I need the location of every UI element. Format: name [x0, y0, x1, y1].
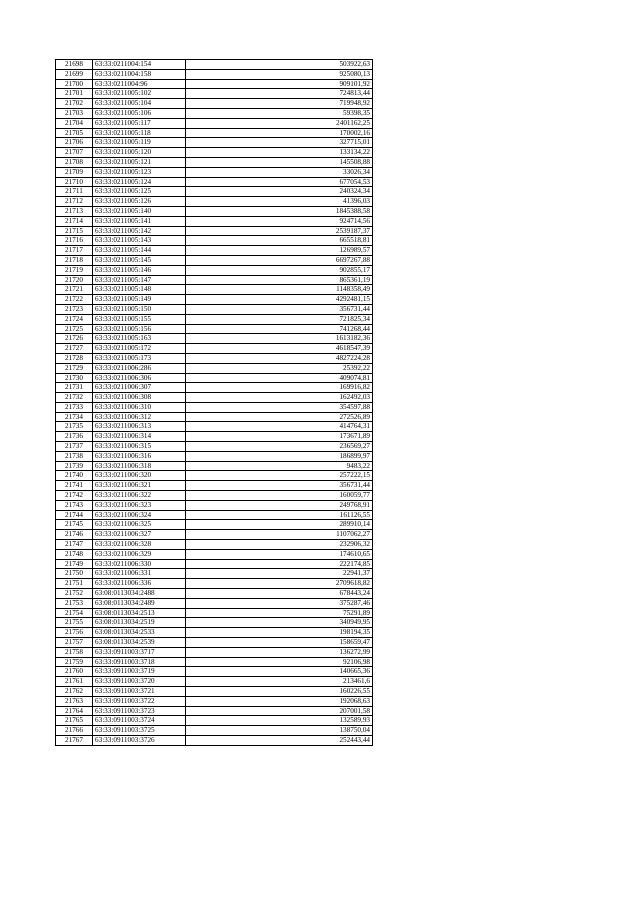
value-cell: 252443,44 [186, 735, 373, 745]
row-number-cell: 21708 [56, 157, 93, 167]
value-cell: 9483,22 [186, 461, 373, 471]
table-row [56, 89, 373, 99]
row-number-cell: 21718 [56, 255, 93, 265]
row-number-cell: 21763 [56, 696, 93, 706]
cadastral-number-cell: 63:33:0211006:331 [93, 569, 186, 579]
row-number-cell: 21735 [56, 422, 93, 432]
row-number-cell: 21716 [56, 236, 93, 246]
cadastral-number-cell: 63:33:0211006:314 [93, 432, 186, 442]
row-number-cell: 21722 [56, 295, 93, 305]
table-row [56, 726, 373, 736]
cadastral-number-cell: 63:33:0211005:146 [93, 265, 186, 275]
table-row [56, 530, 373, 540]
cadastral-number-cell: 63:33:0211005:121 [93, 157, 186, 167]
row-number-cell: 21740 [56, 471, 93, 481]
row-number-cell: 21726 [56, 334, 93, 344]
value-cell: 75291,89 [186, 608, 373, 618]
cadastral-number-cell: 63:33:0211005:172 [93, 344, 186, 354]
value-cell: 213461,6 [186, 677, 373, 687]
table-row [56, 157, 373, 167]
row-number-cell: 21732 [56, 393, 93, 403]
cadastral-number-cell: 63:33:0211005:173 [93, 353, 186, 363]
table-row [56, 69, 373, 79]
value-cell: 289910,14 [186, 520, 373, 530]
value-cell: 160059,77 [186, 491, 373, 501]
table-row [56, 324, 373, 334]
row-number-cell: 21699 [56, 69, 93, 79]
table-row [56, 265, 373, 275]
table-row [56, 363, 373, 373]
value-cell: 161126,55 [186, 510, 373, 520]
value-cell: 4618547,39 [186, 344, 373, 354]
value-cell: 327715,01 [186, 138, 373, 148]
value-cell: 678443,24 [186, 589, 373, 599]
value-cell: 59398,35 [186, 108, 373, 118]
table-row [56, 422, 373, 432]
value-cell: 198194,35 [186, 628, 373, 638]
value-cell: 222174,85 [186, 559, 373, 569]
cadastral-number-cell: 63:33:0211005:149 [93, 295, 186, 305]
table-row [56, 500, 373, 510]
cadastral-number-cell: 63:33:0911003:3724 [93, 716, 186, 726]
value-cell: 375287,46 [186, 598, 373, 608]
table-row [56, 412, 373, 422]
value-cell: 665518,81 [186, 236, 373, 246]
table-row [56, 226, 373, 236]
row-number-cell: 21755 [56, 618, 93, 628]
value-cell: 207001,58 [186, 706, 373, 716]
table-row [56, 647, 373, 657]
row-number-cell: 21705 [56, 128, 93, 138]
value-cell: 925080,13 [186, 69, 373, 79]
row-number-cell: 21764 [56, 706, 93, 716]
value-cell: 924714,56 [186, 216, 373, 226]
table-row [56, 295, 373, 305]
value-cell: 162492,03 [186, 393, 373, 403]
cadastral-number-cell: 63:33:0211005:123 [93, 167, 186, 177]
value-cell: 340949,95 [186, 618, 373, 628]
row-number-cell: 21707 [56, 148, 93, 158]
table-row [56, 598, 373, 608]
cadastral-number-cell: 63:33:0211006:322 [93, 491, 186, 501]
cadastral-number-cell: 63:33:0211005:156 [93, 324, 186, 334]
cadastral-number-cell: 63:33:0211005:104 [93, 99, 186, 109]
cadastral-number-cell: 63:33:0211005:120 [93, 148, 186, 158]
cadastral-number-cell: 63:33:0911003:3723 [93, 706, 186, 716]
cadastral-number-cell: 63:33:0211005:145 [93, 255, 186, 265]
cadastral-number-cell: 63:33:0211005:163 [93, 334, 186, 344]
cadastral-number-cell: 63:33:0211005:141 [93, 216, 186, 226]
row-number-cell: 21698 [56, 60, 93, 70]
row-number-cell: 21741 [56, 481, 93, 491]
row-number-cell: 21759 [56, 657, 93, 667]
cadastral-number-cell: 63:33:0211006:327 [93, 530, 186, 540]
cadastral-number-cell: 63:33:0911003:3726 [93, 735, 186, 745]
table-row [56, 304, 373, 314]
value-cell: 503922,63 [186, 60, 373, 70]
cadastral-number-cell: 63:33:0211004:154 [93, 60, 186, 70]
row-number-cell: 21723 [56, 304, 93, 314]
value-cell: 133134,22 [186, 148, 373, 158]
table-row [56, 491, 373, 501]
row-number-cell: 21729 [56, 363, 93, 373]
row-number-cell: 21765 [56, 716, 93, 726]
value-cell: 414764,31 [186, 422, 373, 432]
table-row [56, 687, 373, 697]
row-number-cell: 21749 [56, 559, 93, 569]
value-cell: 2709618,82 [186, 579, 373, 589]
row-number-cell: 21757 [56, 638, 93, 648]
value-cell: 1148358,49 [186, 285, 373, 295]
value-cell: 136272,99 [186, 647, 373, 657]
row-number-cell: 21706 [56, 138, 93, 148]
cadastral-number-cell: 63:33:0211005:147 [93, 275, 186, 285]
cadastral-number-cell: 63:33:0211005:117 [93, 118, 186, 128]
row-number-cell: 21724 [56, 314, 93, 324]
table-row [56, 696, 373, 706]
table-row [56, 559, 373, 569]
row-number-cell: 21714 [56, 216, 93, 226]
row-number-cell: 21704 [56, 118, 93, 128]
cadastral-number-cell: 63:33:0911003:3719 [93, 667, 186, 677]
value-cell: 232906,32 [186, 540, 373, 550]
row-number-cell: 21712 [56, 197, 93, 207]
table-row [56, 442, 373, 452]
table-row [56, 138, 373, 148]
cadastral-number-cell: 63:08:0113034:2488 [93, 589, 186, 599]
value-cell: 1845388,58 [186, 206, 373, 216]
value-cell: 140665,36 [186, 667, 373, 677]
row-number-cell: 21721 [56, 285, 93, 295]
cadastral-number-cell: 63:33:0211006:321 [93, 481, 186, 491]
table-row [56, 520, 373, 530]
row-number-cell: 21711 [56, 187, 93, 197]
row-number-cell: 21702 [56, 99, 93, 109]
table-row [56, 608, 373, 618]
row-number-cell: 21733 [56, 402, 93, 412]
row-number-cell: 21720 [56, 275, 93, 285]
cadastral-number-cell: 63:08:0113034:2519 [93, 618, 186, 628]
cadastral-number-cell: 63:33:0211006:336 [93, 579, 186, 589]
cadastral-number-cell: 63:08:0113034:2533 [93, 628, 186, 638]
row-number-cell: 21703 [56, 108, 93, 118]
cadastral-number-cell: 63:33:0211006:329 [93, 549, 186, 559]
value-cell: 240324,34 [186, 187, 373, 197]
value-cell: 4292481,15 [186, 295, 373, 305]
table-row [56, 706, 373, 716]
value-cell: 724813,44 [186, 89, 373, 99]
value-cell: 158659,47 [186, 638, 373, 648]
table-row [56, 383, 373, 393]
table-row [56, 275, 373, 285]
cadastral-number-cell: 63:33:0911003:3720 [93, 677, 186, 687]
table-row [56, 432, 373, 442]
value-cell: 249768,91 [186, 500, 373, 510]
cadastral-number-cell: 63:33:0211006:324 [93, 510, 186, 520]
value-cell: 41396,03 [186, 197, 373, 207]
table-row [56, 735, 373, 745]
value-cell: 33026,34 [186, 167, 373, 177]
table-row [56, 187, 373, 197]
table-row [56, 128, 373, 138]
value-cell: 22941,37 [186, 569, 373, 579]
row-number-cell: 21760 [56, 667, 93, 677]
cadastral-number-cell: 63:33:0211005:106 [93, 108, 186, 118]
cadastral-number-cell: 63:33:0211005:126 [93, 197, 186, 207]
value-cell: 902855,17 [186, 265, 373, 275]
cadastral-number-cell: 63:33:0211005:124 [93, 177, 186, 187]
value-cell: 6697267,88 [186, 255, 373, 265]
cadastral-number-cell: 63:33:0211006:320 [93, 471, 186, 481]
row-number-cell: 21758 [56, 647, 93, 657]
value-cell: 1107062,27 [186, 530, 373, 540]
cadastral-number-cell: 63:33:0211006:316 [93, 451, 186, 461]
row-number-cell: 21734 [56, 412, 93, 422]
row-number-cell: 21730 [56, 373, 93, 383]
value-cell: 356731,44 [186, 481, 373, 491]
row-number-cell: 21744 [56, 510, 93, 520]
table-row [56, 148, 373, 158]
cadastral-number-cell: 63:33:0211006:313 [93, 422, 186, 432]
cadastral-number-cell: 63:33:0211006:330 [93, 559, 186, 569]
value-cell: 186899,97 [186, 451, 373, 461]
value-cell: 721825,34 [186, 314, 373, 324]
value-cell: 677054,53 [186, 177, 373, 187]
row-number-cell: 21719 [56, 265, 93, 275]
row-number-cell: 21754 [56, 608, 93, 618]
row-number-cell: 21709 [56, 167, 93, 177]
row-number-cell: 21746 [56, 530, 93, 540]
value-cell: 173671,89 [186, 432, 373, 442]
value-cell: 2401162,25 [186, 118, 373, 128]
table-row [56, 451, 373, 461]
row-number-cell: 21725 [56, 324, 93, 334]
cadastral-number-cell: 63:33:0211006:310 [93, 402, 186, 412]
table-row [56, 471, 373, 481]
table-row [56, 285, 373, 295]
cadastral-number-cell: 63:33:0211004:158 [93, 69, 186, 79]
row-number-cell: 21743 [56, 500, 93, 510]
table-row [56, 108, 373, 118]
value-cell: 4827224,28 [186, 353, 373, 363]
row-number-cell: 21745 [56, 520, 93, 530]
cadastral-number-cell: 63:33:0911003:3725 [93, 726, 186, 736]
table-row [56, 549, 373, 559]
table-row [56, 579, 373, 589]
row-number-cell: 21751 [56, 579, 93, 589]
cadastral-number-cell: 63:33:0211005:102 [93, 89, 186, 99]
table-row [56, 216, 373, 226]
value-cell: 92106,98 [186, 657, 373, 667]
row-number-cell: 21756 [56, 628, 93, 638]
row-number-cell: 21715 [56, 226, 93, 236]
cadastral-number-cell: 63:33:0211005:155 [93, 314, 186, 324]
table-row [56, 177, 373, 187]
value-cell: 719948,92 [186, 99, 373, 109]
row-number-cell: 21736 [56, 432, 93, 442]
cadastral-number-cell: 63:33:0911003:3717 [93, 647, 186, 657]
value-cell: 138750,04 [186, 726, 373, 736]
cadastral-number-cell: 63:33:0211005:143 [93, 236, 186, 246]
cadastral-number-cell: 63:33:0211006:328 [93, 540, 186, 550]
table-row [56, 393, 373, 403]
cadastral-number-cell: 63:33:0211005:119 [93, 138, 186, 148]
table-row [56, 716, 373, 726]
table-row [56, 510, 373, 520]
table-row [56, 638, 373, 648]
table-row [56, 677, 373, 687]
cadastral-number-cell: 63:08:0113034:2539 [93, 638, 186, 648]
value-cell: 25392,22 [186, 363, 373, 373]
cadastral-number-cell: 63:33:0211005:148 [93, 285, 186, 295]
cadastral-number-cell: 63:33:0211004:96 [93, 79, 186, 89]
cadastral-number-cell: 63:33:0211006:318 [93, 461, 186, 471]
row-number-cell: 21762 [56, 687, 93, 697]
cadastral-number-cell: 63:33:0211006:325 [93, 520, 186, 530]
value-cell: 132589,93 [186, 716, 373, 726]
table-row [56, 569, 373, 579]
value-cell: 354597,88 [186, 402, 373, 412]
row-number-cell: 21761 [56, 677, 93, 687]
row-number-cell: 21753 [56, 598, 93, 608]
value-cell: 126989,57 [186, 246, 373, 256]
cadastral-number-cell: 63:33:0211005:140 [93, 206, 186, 216]
table-row [56, 657, 373, 667]
row-number-cell: 21713 [56, 206, 93, 216]
value-cell: 192068,63 [186, 696, 373, 706]
table-row [56, 118, 373, 128]
row-number-cell: 21767 [56, 735, 93, 745]
cadastral-number-cell: 63:08:0113034:2489 [93, 598, 186, 608]
cadastral-number-cell: 63:33:0211005:142 [93, 226, 186, 236]
table-row [56, 373, 373, 383]
value-cell: 272526,89 [186, 412, 373, 422]
table-row [56, 206, 373, 216]
value-cell: 257222,15 [186, 471, 373, 481]
value-cell: 170002,16 [186, 128, 373, 138]
table-row [56, 353, 373, 363]
cadastral-number-cell: 63:33:0211006:306 [93, 373, 186, 383]
table-row [56, 481, 373, 491]
value-cell: 2539187,37 [186, 226, 373, 236]
row-number-cell: 21710 [56, 177, 93, 187]
value-cell: 741268,44 [186, 324, 373, 334]
table-row [56, 79, 373, 89]
cadastral-number-cell: 63:08:0113034:2513 [93, 608, 186, 618]
row-number-cell: 21742 [56, 491, 93, 501]
table-row [56, 197, 373, 207]
table-row [56, 589, 373, 599]
value-cell: 356731,44 [186, 304, 373, 314]
row-number-cell: 21752 [56, 589, 93, 599]
cadastral-number-cell: 63:33:0211005:118 [93, 128, 186, 138]
row-number-cell: 21750 [56, 569, 93, 579]
row-number-cell: 21737 [56, 442, 93, 452]
cadastral-number-cell: 63:33:0911003:3721 [93, 687, 186, 697]
row-number-cell: 21748 [56, 549, 93, 559]
table-row [56, 628, 373, 638]
table-row [56, 344, 373, 354]
data-table [55, 59, 373, 746]
cadastral-number-cell: 63:33:0211005:150 [93, 304, 186, 314]
cadastral-number-cell: 63:33:0211005:144 [93, 246, 186, 256]
table-row [56, 667, 373, 677]
row-number-cell: 21747 [56, 540, 93, 550]
row-number-cell: 21728 [56, 353, 93, 363]
value-cell: 169916,82 [186, 383, 373, 393]
row-number-cell: 21700 [56, 79, 93, 89]
row-number-cell: 21701 [56, 89, 93, 99]
value-cell: 865361,19 [186, 275, 373, 285]
cadastral-number-cell: 63:33:0211006:308 [93, 393, 186, 403]
cadastral-number-cell: 63:33:0211005:125 [93, 187, 186, 197]
table-row [56, 461, 373, 471]
table-row [56, 402, 373, 412]
table-row [56, 255, 373, 265]
table-row [56, 236, 373, 246]
table-row [56, 618, 373, 628]
cadastral-number-cell: 63:33:0211006:323 [93, 500, 186, 510]
row-number-cell: 21717 [56, 246, 93, 256]
row-number-cell: 21727 [56, 344, 93, 354]
row-number-cell: 21731 [56, 383, 93, 393]
value-cell: 909101,92 [186, 79, 373, 89]
table-row [56, 60, 373, 70]
cadastral-number-cell: 63:33:0911003:3718 [93, 657, 186, 667]
row-number-cell: 21738 [56, 451, 93, 461]
cadastral-number-cell: 63:33:0211006:307 [93, 383, 186, 393]
table-body [56, 60, 373, 746]
table-row [56, 167, 373, 177]
value-cell: 145508,88 [186, 157, 373, 167]
cadastral-number-cell: 63:33:0211006:312 [93, 412, 186, 422]
cadastral-number-cell: 63:33:0911003:3722 [93, 696, 186, 706]
table-row [56, 246, 373, 256]
value-cell: 409074,81 [186, 373, 373, 383]
value-cell: 1613182,36 [186, 334, 373, 344]
table-row [56, 334, 373, 344]
value-cell: 174610,65 [186, 549, 373, 559]
table-row [56, 314, 373, 324]
cadastral-number-cell: 63:33:0211006:315 [93, 442, 186, 452]
value-cell: 236569,27 [186, 442, 373, 452]
table-row [56, 540, 373, 550]
row-number-cell: 21766 [56, 726, 93, 736]
table-row [56, 99, 373, 109]
value-cell: 160226,55 [186, 687, 373, 697]
cadastral-number-cell: 63:33:0211006:286 [93, 363, 186, 373]
row-number-cell: 21739 [56, 461, 93, 471]
